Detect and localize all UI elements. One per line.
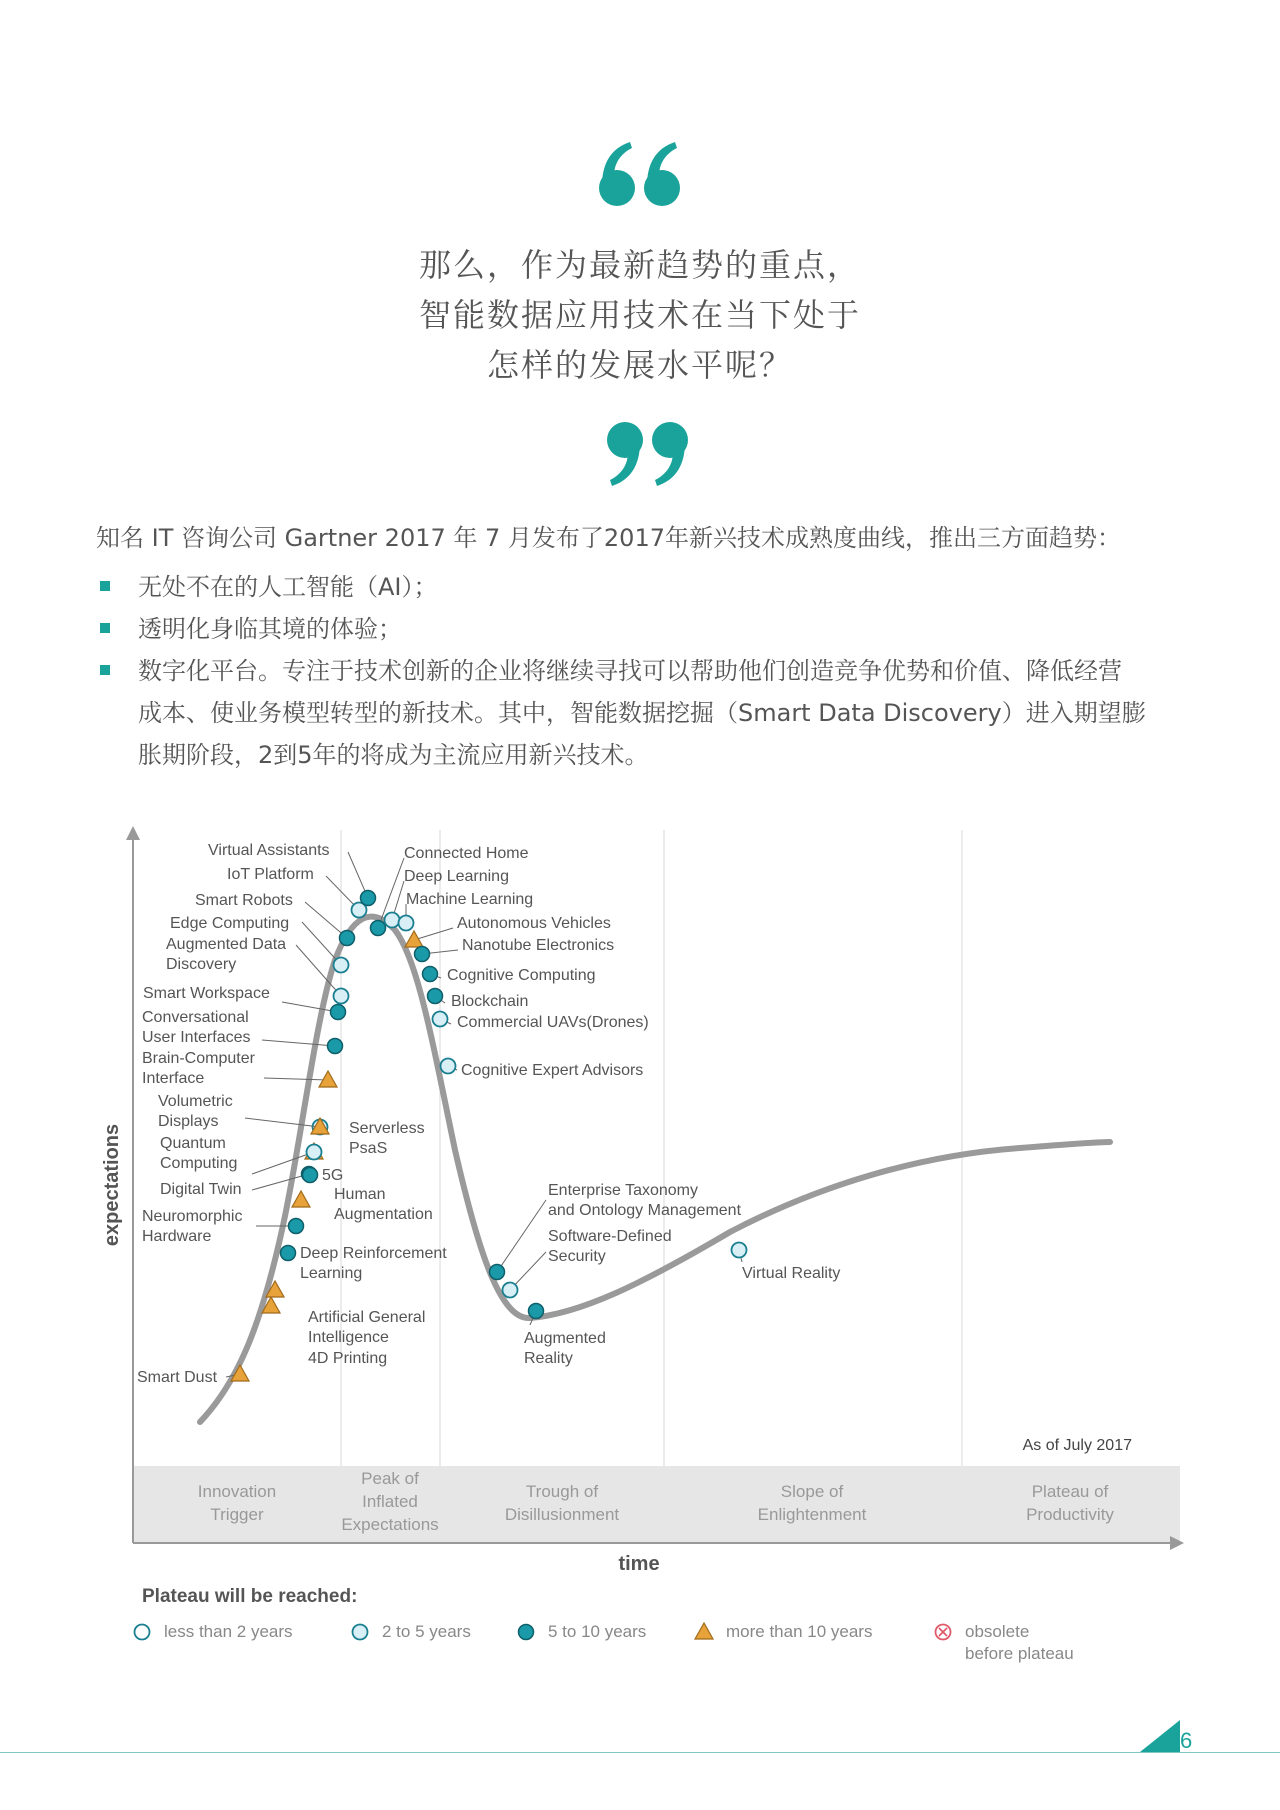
legend-marker (353, 1625, 368, 1640)
tech-label: Brain-Computer Interface (142, 1050, 255, 1087)
footer-divider (0, 1752, 1280, 1753)
tech-marker (405, 931, 423, 947)
tech-marker (303, 1168, 318, 1183)
phase-label: Peak of Inflated Expectations (341, 1469, 439, 1534)
tech-label: Connected Home (404, 845, 529, 862)
as-of-label: As of July 2017 (1022, 1437, 1132, 1454)
phase-label: Plateau of Productivity (1026, 1482, 1114, 1524)
tech-label: Smart Dust (137, 1369, 218, 1386)
tech-label: Conversational User Interfaces (142, 1009, 251, 1046)
tech-label: Volumetric Displays (158, 1093, 233, 1130)
tech-label: Artificial General Intelligence (308, 1309, 426, 1346)
tech-label: Edge Computing (170, 915, 290, 932)
legend-label: less than 2 years (164, 1622, 293, 1641)
phase-band (134, 1466, 1180, 1542)
tech-marker (399, 916, 414, 931)
tech-marker (441, 1059, 456, 1074)
tech-label: IoT Platform (227, 866, 314, 883)
tech-marker (281, 1246, 296, 1261)
tech-marker (361, 891, 376, 906)
tech-marker (415, 947, 430, 962)
tech-label: Human Augmentation (334, 1186, 433, 1223)
tech-marker (328, 1039, 343, 1054)
quote-line: 智能数据应用技术在当下处于 (418, 296, 861, 334)
tech-label: PsaS (349, 1140, 388, 1157)
quote-line: 怎样的发展水平呢？ (486, 346, 793, 384)
tech-label: Augmented Reality (524, 1330, 606, 1367)
tech-label: Blockchain (451, 993, 529, 1010)
tech-label: Neuromorphic Hardware (142, 1208, 243, 1245)
intro-paragraph: 知名 IT 咨询公司 Gartner 2017 年 7 月发布了2017年新兴技术成熟度曲线，推出三方面趋势： (96, 524, 1121, 552)
tech-label: Deep Reinforcement Learning (300, 1245, 447, 1282)
tech-marker (385, 913, 400, 928)
tech-label: Quantum Computing (160, 1135, 238, 1172)
legend-title: Plateau will be reached: (142, 1586, 358, 1607)
phase-label: Slope of Enlightenment (757, 1482, 867, 1524)
tech-marker (289, 1219, 304, 1234)
tech-marker (319, 1071, 337, 1087)
phase-label: Trough of Disillusionment (504, 1482, 620, 1524)
tech-label: 4D Printing (308, 1350, 388, 1367)
tech-label: Serverless (349, 1120, 425, 1137)
tech-label: Machine Learning (406, 891, 534, 908)
tech-label: Cognitive Expert Advisors (461, 1062, 644, 1079)
tech-label: Smart Robots (195, 892, 293, 909)
leader-line (282, 1002, 338, 1012)
legend-marker (135, 1625, 150, 1640)
tech-marker (307, 1145, 322, 1160)
tech-label: Software-Defined Security (548, 1228, 672, 1265)
tech-label: Enterprise Taxonomy and Ontology Management (548, 1182, 742, 1219)
tech-marker (334, 958, 349, 973)
tech-marker (371, 921, 386, 936)
leader-line (252, 1174, 309, 1190)
list-item-text: 数字化平台。专注于技术创新的企业将继续寻找可以帮助他们创造竞争优势和价值、降低经营 成本、使业务模型转型的新技术。其中，智能数据挖掘（Smart Data Discovery）进入期望膨 胀期阶段，2到5年的将成为主流应用新兴技术。 (138, 657, 1146, 769)
legend-marker (519, 1625, 534, 1640)
tech-marker (428, 989, 443, 1004)
list-item-text: 透明化身临其境的体验； (138, 615, 402, 643)
leader-line (245, 1118, 320, 1127)
legend-label: more than 10 years (726, 1622, 873, 1641)
x-axis-label: time (618, 1553, 660, 1575)
tech-marker (423, 967, 438, 982)
tech-label: Autonomous Vehicles (457, 915, 611, 932)
tech-marker (503, 1283, 518, 1298)
legend-label: obsolete before plateau (965, 1622, 1074, 1663)
tech-marker (331, 1005, 346, 1020)
tech-marker (292, 1191, 310, 1207)
phase-label: Innovation Trigger (197, 1482, 277, 1524)
tech-label: Digital Twin (160, 1181, 242, 1198)
legend-label: 5 to 10 years (548, 1622, 647, 1641)
tech-label: Smart Workspace (143, 985, 270, 1002)
tech-label: Deep Learning (404, 868, 509, 885)
y-axis-arrow (126, 826, 140, 840)
tech-label: Virtual Assistants (208, 842, 330, 859)
tech-marker (732, 1243, 747, 1258)
tech-label: Cognitive Computing (447, 967, 596, 984)
list-item-text: 无处不在的人工智能（AI）； (138, 573, 438, 601)
leader-line (414, 928, 453, 940)
tech-marker (334, 989, 349, 1004)
tech-marker (529, 1304, 544, 1319)
tech-marker (490, 1265, 505, 1280)
tech-marker (340, 931, 355, 946)
leader-line (497, 1200, 546, 1272)
legend-marker (695, 1623, 713, 1639)
legend-label: 2 to 5 years (382, 1622, 471, 1641)
leader-line (264, 1078, 328, 1080)
quote-line: 那么，作为最新趋势的重点， (418, 246, 861, 284)
tech-label: Augmented Data Discovery (166, 936, 287, 973)
tech-label: 5G (322, 1167, 344, 1184)
leader-line (262, 1040, 335, 1046)
page-number: 6 (1180, 1728, 1193, 1753)
tech-label: Commercial UAVs(Drones) (457, 1014, 649, 1031)
tech-label: Virtual Reality (742, 1265, 841, 1282)
tech-marker (433, 1012, 448, 1027)
y-axis-label: expectations (101, 1123, 123, 1247)
tech-label: Nanotube Electronics (462, 937, 615, 954)
